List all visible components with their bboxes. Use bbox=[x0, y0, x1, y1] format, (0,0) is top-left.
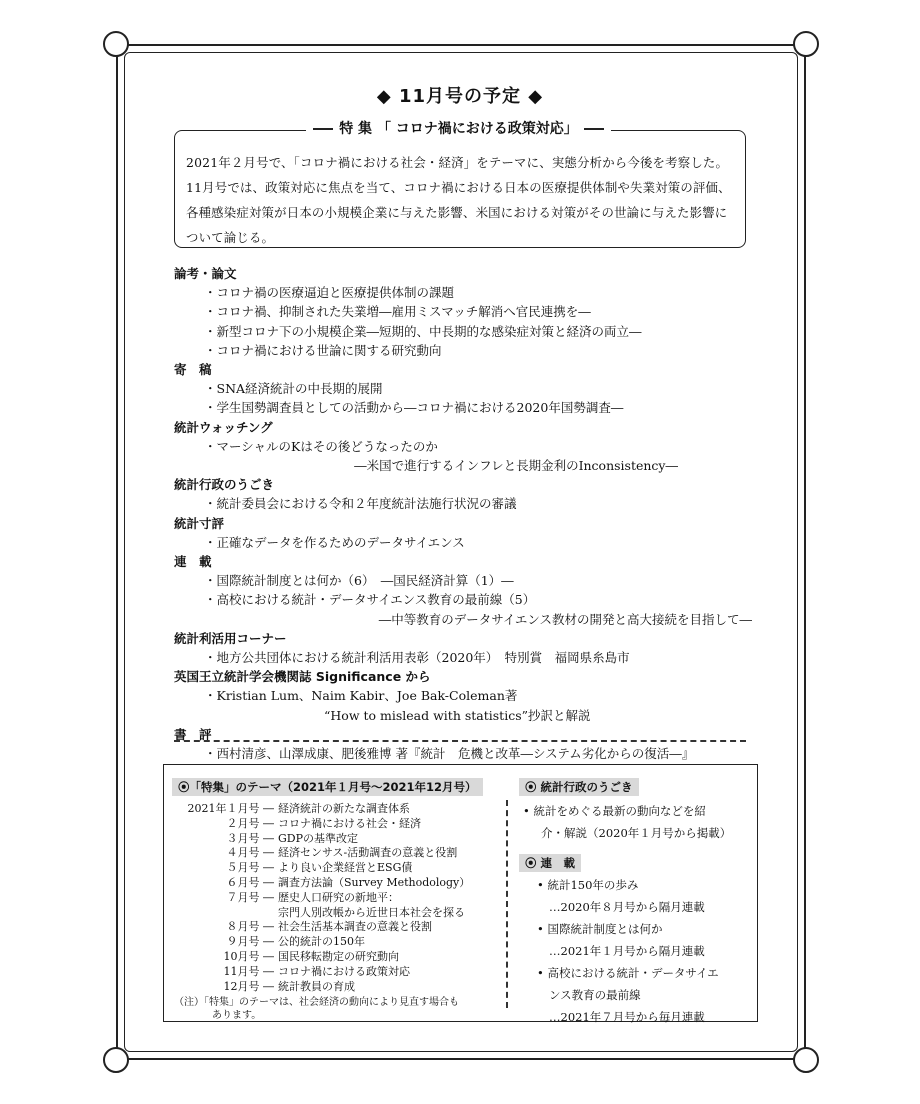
toc-item: ・学生国勢調査員としての活動から―コロナ禍における2020年国勢調査― bbox=[204, 400, 624, 416]
theme-row bbox=[172, 876, 498, 891]
toc-subtitle: “How to mislead with statistics”抄訳と解説 bbox=[324, 707, 591, 723]
theme-topic: 経済センサス‐活動調査の意義と役割 bbox=[278, 846, 458, 860]
corner-ornament-tl bbox=[103, 31, 129, 57]
toc-item: ・統計委員会における令和２年度統計法施行状況の審議 bbox=[204, 496, 517, 512]
theme-row bbox=[172, 891, 498, 906]
toc-item: ・国際統計制度とは何か（6） ―国民経済計算（1）― bbox=[204, 573, 514, 589]
gyosei-header: ⦿ 統計行政のうごき bbox=[519, 778, 639, 796]
gyosei-item-cont: 介・解説（2020年１月号から掲載） bbox=[541, 826, 732, 840]
table-of-contents bbox=[174, 264, 754, 763]
gyosei-item: • 統計をめぐる最新の動向などを紹 bbox=[523, 804, 706, 818]
theme-topic: 社会生活基本調査の意義と役割 bbox=[278, 920, 432, 934]
theme-row bbox=[172, 817, 498, 832]
toc-item: ・西村清彦、山澤成康、肥後雅博 著『統計 危機と改革―システム劣化からの復活―』 bbox=[204, 746, 695, 762]
section-heading: 連 載 bbox=[174, 554, 212, 570]
toc-item: ・コロナ禍、抑制された失業増―雇用ミスマッチ解消へ官民連携を― bbox=[204, 304, 591, 320]
feature-label-title: 「 コロナ禍における政策対応」 bbox=[376, 121, 578, 137]
rensai-item: • 国際統計制度とは何か bbox=[537, 922, 663, 936]
theme-topic: 宗門人別改帳から近世日本社会を探る bbox=[278, 905, 465, 919]
theme-month: ４月号 ― bbox=[226, 846, 274, 860]
themes-note bbox=[172, 996, 498, 1022]
label-rule-right bbox=[584, 128, 604, 130]
theme-month: 11月号 ― bbox=[223, 964, 274, 978]
theme-month bbox=[172, 906, 278, 921]
toc-item: ・新型コロナ下の小規模企業―短期的、中長期的な感染症対策と経済の両立― bbox=[204, 323, 642, 339]
theme-row bbox=[172, 906, 498, 921]
theme-topic: 公的統計の150年 bbox=[278, 935, 365, 949]
rensai-header: ⦿ 連 載 bbox=[519, 854, 581, 872]
theme-month: ９月号 ― bbox=[226, 935, 274, 949]
rensai-item: • 統計150年の歩み bbox=[537, 878, 639, 892]
theme-month: 10月号 ― bbox=[223, 949, 274, 963]
rensai-schedule: …2021年７月号から毎月連載 bbox=[549, 1010, 705, 1024]
toc-subtitle: ―米国で進行するインフレと長期金利のInconsistency― bbox=[354, 458, 678, 474]
feature-label-prefix: 特 集 bbox=[339, 121, 373, 137]
section-heading: 英国王立統計学会機関誌 Significance から bbox=[174, 669, 431, 685]
section-heading: 統計利活用コーナー bbox=[174, 630, 287, 646]
page-title: ◆ 11月号の予定 ◆ bbox=[376, 86, 544, 107]
section-heading: 統計行政のうごき bbox=[174, 477, 275, 493]
theme-row bbox=[172, 832, 498, 847]
toc-item: ・マーシャルのKはその後どうなったのか bbox=[204, 438, 438, 454]
toc-subtitle: ―中等教育のデータサイエンス教材の開発と高大接続を目指して― bbox=[378, 611, 752, 627]
toc-item: ・地方公共団体における統計利活用表彰（2020年） 特別賞 福岡県糸島市 bbox=[204, 650, 630, 666]
right-panel bbox=[519, 776, 749, 1028]
theme-topic: 統計教員の育成 bbox=[278, 979, 355, 993]
theme-topic: 国民移転勘定の研究動向 bbox=[278, 949, 399, 963]
toc-item: ・コロナ禍の医療逼迫と医療提供体制の課題 bbox=[204, 285, 455, 301]
theme-month: 12月号 ― bbox=[223, 979, 274, 993]
theme-topic: GDPの基準改定 bbox=[278, 831, 359, 845]
theme-month: ５月号 ― bbox=[226, 861, 274, 875]
themes-list bbox=[172, 802, 498, 994]
section-heading: 書 評 bbox=[174, 726, 212, 742]
theme-month: ８月号 ― bbox=[226, 920, 274, 934]
theme-month: ７月号 ― bbox=[226, 890, 274, 904]
themes-header: ⦿「特集」のテーマ（2021年１月号～2021年12月号） bbox=[172, 778, 483, 796]
label-rule-left bbox=[313, 128, 333, 130]
rensai-schedule: …2021年１月号から隔月連載 bbox=[549, 944, 705, 958]
rensai-item: • 高校における統計・データサイエ bbox=[537, 966, 719, 980]
theme-row bbox=[172, 802, 498, 817]
rensai-item-cont: ンス教育の最前線 bbox=[549, 988, 641, 1002]
theme-month: ６月号 ― bbox=[226, 875, 274, 889]
theme-month: ３月号 ― bbox=[226, 831, 274, 845]
section-heading: 寄 稿 bbox=[174, 362, 212, 378]
feature-body: 2021年２月号で、「コロナ禍における社会・経済」をテーマに、実態分析から今後を考察した。11月号では、政策対応に焦点を当て、コロナ禍における日本の医療提供体制や失業対策の評価、各種感染症対策が日本の小規模企業に与えた影響、米国における対策がその世論に与えた影響について論じる。 bbox=[186, 155, 731, 245]
corner-ornament-bl bbox=[103, 1047, 129, 1073]
theme-row bbox=[172, 861, 498, 876]
column-separator bbox=[506, 800, 508, 1008]
section-heading: 統計寸評 bbox=[174, 515, 225, 531]
theme-topic: より良い企業経営とESG債 bbox=[278, 861, 413, 875]
corner-ornament-tr bbox=[793, 31, 819, 57]
theme-row bbox=[172, 980, 498, 995]
toc-item: ・正確なデータを作るためのデータサイエンス bbox=[204, 534, 465, 550]
theme-row bbox=[172, 920, 498, 935]
theme-topic: コロナ禍における社会・経済 bbox=[278, 816, 421, 830]
section-heading: 論考・論文 bbox=[174, 266, 237, 281]
toc-item: ・コロナ禍における世論に関する研究動向 bbox=[204, 342, 442, 358]
theme-topic: コロナ禍における政策対応 bbox=[278, 964, 410, 978]
theme-topic: 歴史人口研究の新地平： bbox=[278, 890, 399, 904]
theme-row bbox=[172, 935, 498, 950]
corner-ornament-br bbox=[793, 1047, 819, 1073]
theme-row bbox=[172, 965, 498, 980]
theme-topic: 経済統計の新たな調査体系 bbox=[278, 802, 410, 815]
theme-row bbox=[172, 846, 498, 861]
toc-item: ・Kristian Lum、Naim Kabir、Joe Bak-Coleman著 bbox=[204, 688, 518, 704]
themes-note-line: （注）「特集」のテーマは、社会経済の動向により見直す場合も bbox=[174, 997, 459, 1009]
feature-label bbox=[306, 117, 611, 143]
theme-topic: 調査方法論（Survey Methodology） bbox=[278, 875, 471, 889]
rensai-schedule: …2020年８月号から隔月連載 bbox=[549, 900, 705, 914]
toc-item: ・SNA経済統計の中長期的展開 bbox=[204, 381, 383, 397]
themes-note-line: あります。 bbox=[212, 1010, 262, 1022]
theme-row bbox=[172, 950, 498, 965]
theme-month: 2021年１月号 ― bbox=[187, 802, 274, 815]
toc-item: ・高校における統計・データサイエンス教育の最前線（5） bbox=[204, 592, 536, 608]
dashed-divider bbox=[174, 740, 746, 742]
section-heading: 統計ウォッチング bbox=[174, 419, 273, 435]
theme-month: ２月号 ― bbox=[226, 816, 274, 830]
themes-panel bbox=[172, 776, 498, 1022]
